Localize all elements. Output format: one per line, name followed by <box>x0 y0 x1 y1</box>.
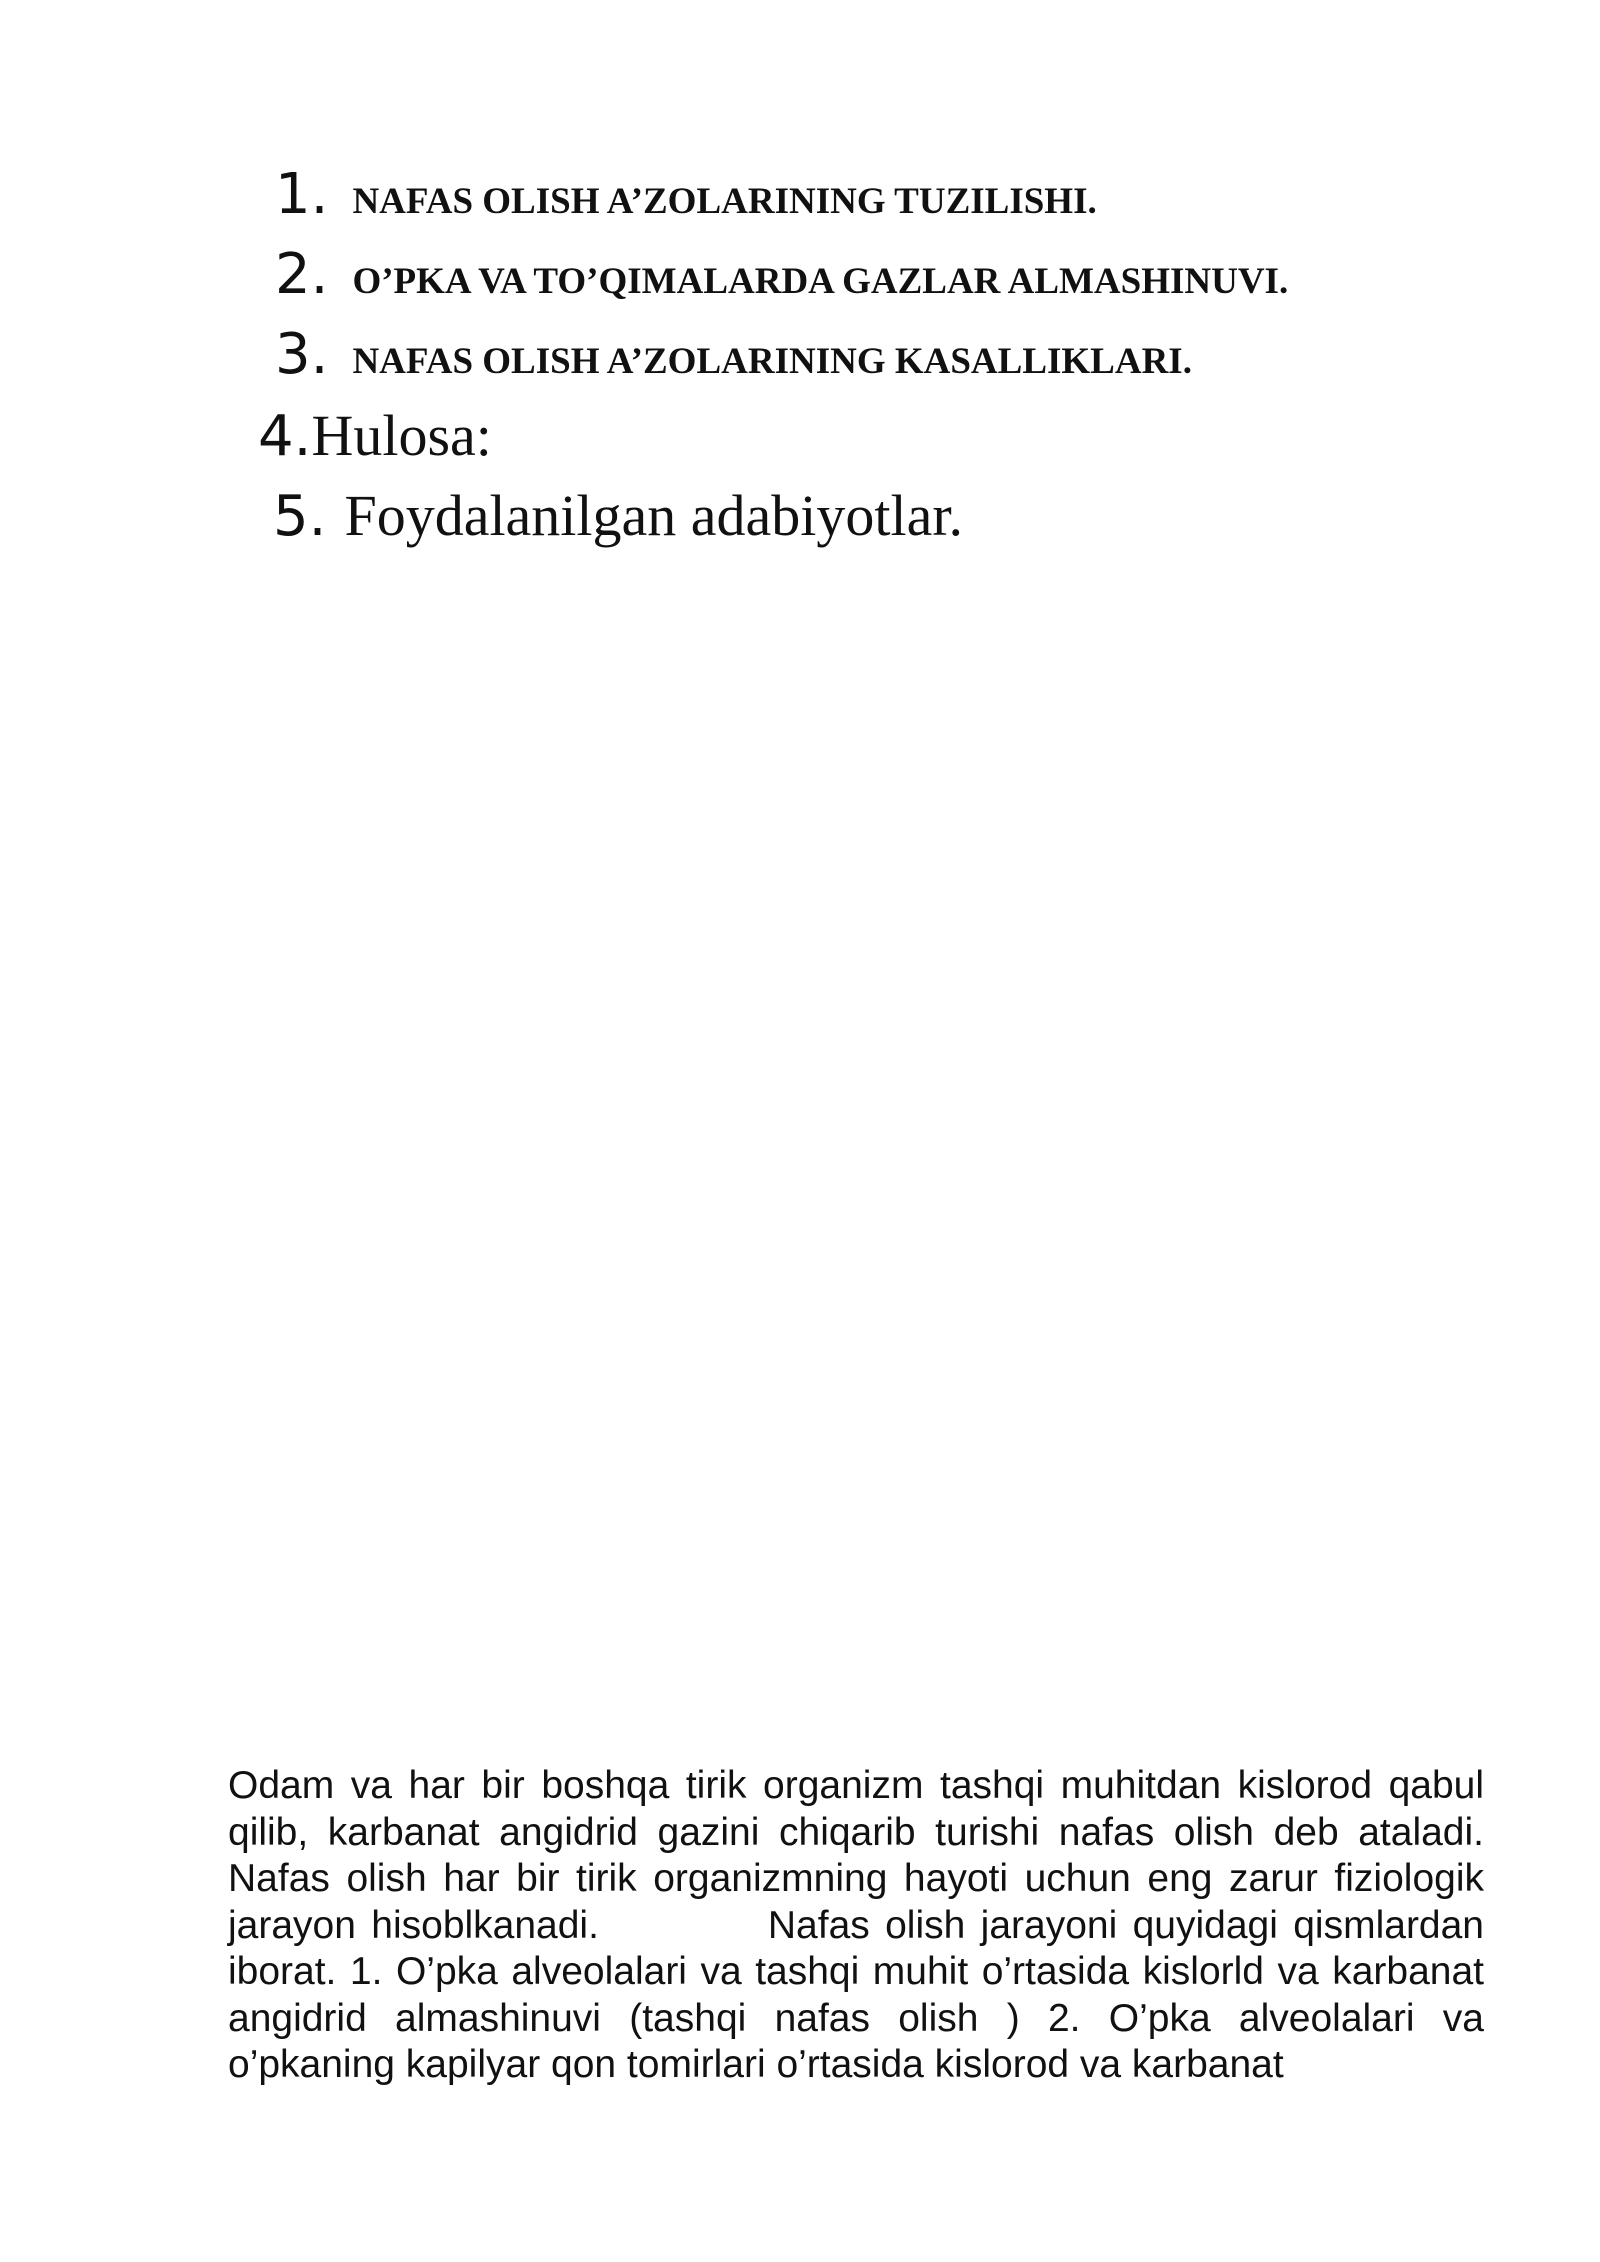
toc-item-title: NAFAS OLISH A’ZOLARINING TUZILISHI. <box>352 181 1097 222</box>
toc-item-title: O’PKA VA TO’QIMALARDA GAZLAR ALMASHINUVI. <box>352 261 1289 302</box>
toc-item-2 <box>275 242 1288 307</box>
toc-item-number: 3. <box>275 322 329 387</box>
toc-item-number: 4. <box>258 404 312 469</box>
toc-item-4 <box>258 402 492 469</box>
body-paragraph-part-2: Nafas olish jarayoni quyidagi qismlardan iborat. 1. O’pka alveolalari va tashqi muhit o’rtasida kislorld va karbanat angidrid almashinuvi (tashqi nafas olish ) 2. O’pka alveolalari va o’pkaning kapilyar qon tomirlari o’rtasida kislorod va karbanat <box>228 1903 1495 2086</box>
toc-item-number: 5. <box>273 484 327 549</box>
toc-item-5 <box>273 482 963 549</box>
toc-item-3 <box>275 322 1192 387</box>
toc-item-title: Hulosa: <box>311 403 492 468</box>
toc-item-number: 2. <box>275 242 329 307</box>
toc-item-1 <box>275 162 1097 227</box>
toc-item-title: NAFAS OLISH A’ZOLARINING KASALLIKLARI. <box>352 341 1192 382</box>
body-paragraph <box>228 1763 1495 2089</box>
body-paragraph-part-1: Odam va har bir boshqa tirik organizm tashqi muhitdan kislorod qabul qilib, karbanat angidrid gazini chiqarib turishi nafas olish deb ataladi. Nafas olish har bir tirik organizmning hayoti uchun eng zarur fiziologik jarayon hisoblkanadi. <box>228 1764 1495 1947</box>
toc-item-number: 1. <box>275 162 329 227</box>
toc-item-title: Foydalanilgan adabiyotlar. <box>344 483 963 548</box>
